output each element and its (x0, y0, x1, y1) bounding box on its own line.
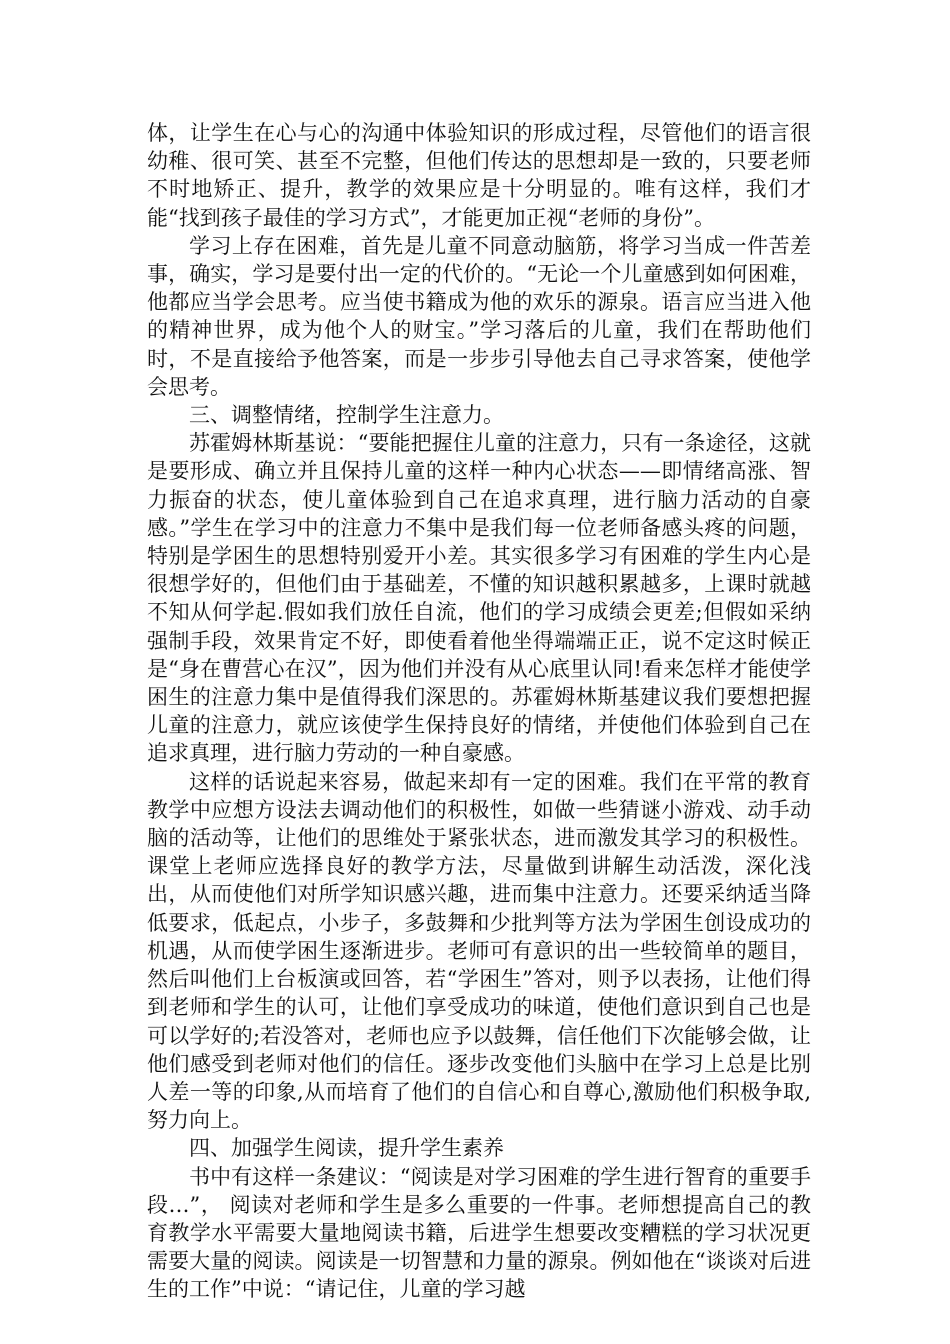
paragraph-reading: 书中有这样一条建议：“阅读是对学习困难的学生进行智育的重要手段…”， 阅读对老师和学生是多么重要的一件事。老师想提高自己的教育教学水平需要大量地阅读书籍，后进学生想要改变糟糕的学习状况更需要大量的阅读。阅读是一切智慧和力量的源泉。例如他在“谈谈对后进生的工作”中说：“请记住，儿童的学习越 (147, 1164, 811, 1302)
paragraph-teaching-methods: 这样的话说起来容易，做起来却有一定的困难。我们在平常的教育教学中应想方设法去调动他们的积极性，如做一些猜谜小游戏、动手动脑的活动等，让他们的思维处于紧张状态，进而激发其学习的积极性。课堂上老师应选择良好的教学方法，尽量做到讲解生动活泼，深化浅出，从而使他们对所学知识感兴趣，进而集中注意力。还要采纳适当降低要求，低起点，小步子，多鼓舞和少批判等方法为学困生创设成功的机遇，从而使学困生逐渐进步。老师可有意识的出一些较简单的题目，然后叫他们上台板演或回答，若“学困生”答对，则予以表扬，让他们得到老师和学生的认可，让他们享受成功的味道，使他们意识到自己也是可以学好的;若没答对，老师也应予以鼓舞，信任他们下次能够会做，让他们感受到老师对他们的信任。逐步改变他们头脑中在学习上总是比别人差一等的印象,从而培育了他们的自信心和自尊心,激励他们积极争取,努力向上。 (147, 769, 811, 1133)
paragraph-continuation: 体，让学生在心与心的沟通中体验知识的形成过程，尽管他们的语言很幼稚、很可笑、甚至不完整，但他们传达的思想却是一致的，只要老师不时地矫正、提升，教学的效果应是十分明显的。唯有这样，我们才能“找到孩子最佳的学习方式”，才能更加正视“老师的身份”。 (147, 121, 811, 230)
document-body (147, 119, 811, 1304)
section-heading-3: 三、调整情绪，控制学生注意力。 (189, 403, 504, 428)
section-heading-4: 四、加强学生阅读，提升学生素养 (189, 1136, 504, 1161)
paragraph-learning-difficulty: 学习上存在困难，首先是儿童不同意动脑筋，将学习当成一件苦差事，确实，学习是要付出一定的代价的。“无论一个儿童感到如何困难，他都应当学会思考。应当使书籍成为他的欢乐的源泉。语言应当进入他的精神世界，成为他个人的财宝。”学习落后的儿童，我们在帮助他们时，不是直接给予他答案，而是一步步引导他去自己寻求答案，使他学会思考。 (147, 233, 811, 399)
paragraph-attention-quote: 苏霍姆林斯基说：“要能把握住儿童的注意力，只有一条途径，这就是要形成、确立并且保持儿童的这样一种内心状态——即情绪高涨、智力振奋的状态，使儿童体验到自己在追求真理，进行脑力活动的自豪感。”学生在学习中的注意力不集中是我们每一位老师备感头疼的问题，特别是学困生的思想特别爱开小差。其实很多学习有困难的学生内心是很想学好的，但他们由于基础差，不懂的知识越积累越多，上课时就越不知从何学起.假如我们放任自流，他们的学习成绩会更差;但假如采纳强制手段，效果肯定不好，即使看着他坐得端端正正，说不定这时候正是“身在曹营心在汉”，因为他们并没有从心底里认同!看来怎样才能使学困生的注意力集中是值得我们深思的。苏霍姆林斯基建议我们要想把握儿童的注意力，就应该使学生保持良好的情绪，并使他们体验到自己在追求真理，进行脑力劳动的一种自豪感。 (147, 431, 811, 766)
